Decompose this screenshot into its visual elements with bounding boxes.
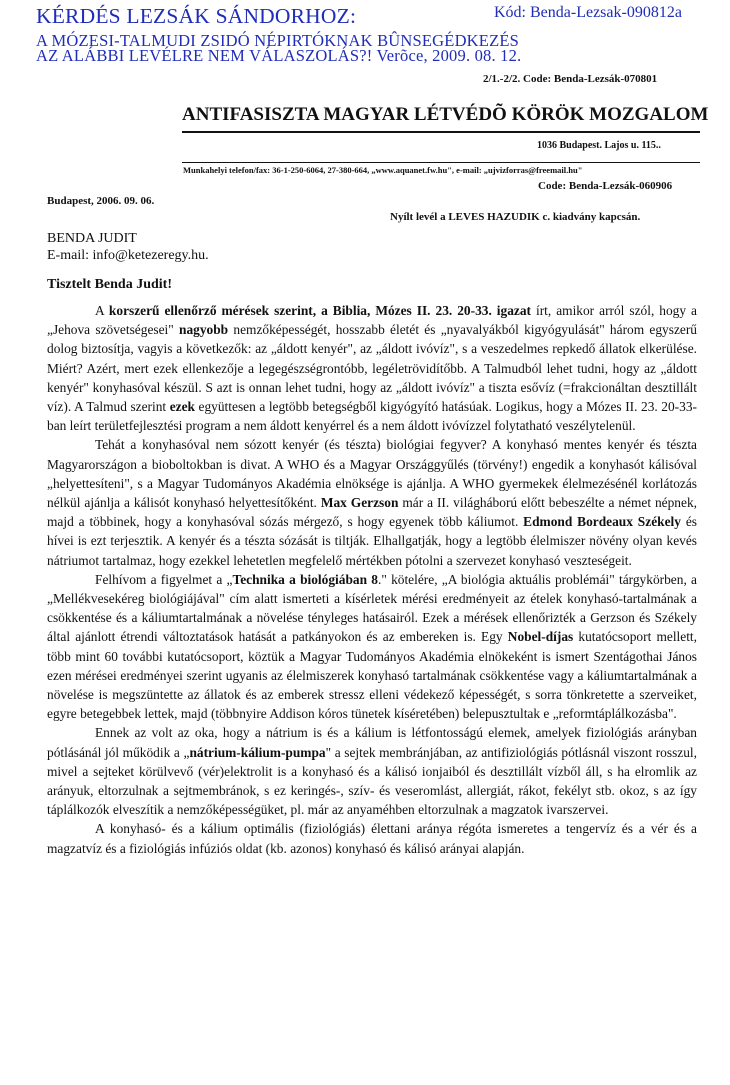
- header-divider: [182, 131, 700, 133]
- organization-name: ANTIFASISZTA MAGYAR LÉTVÉDÕ KÖRÖK MOZGALOM: [182, 104, 709, 125]
- letter-code: Code: Benda-Lezsák-060906: [538, 180, 673, 192]
- letter-body: [47, 301, 697, 858]
- open-letter-note: Nyílt levél a LEVES HAZUDIK c. kiadvány kapcsán.: [390, 211, 641, 223]
- contact-line: Munkahelyi telefon/fax: 36-1-250-6064, 27-380-664, „www.aquanet.fw.hu", e-mail: „ujvizforras@freemail.hu": [183, 165, 583, 175]
- paragraph-text: Felhívom a figyelmet a „: [95, 571, 233, 587]
- contact-divider: [182, 162, 700, 163]
- subtitle-line-2: AZ ALÁBBI LEVÉLRE NEM VÁLASZOLÁS?! Verõce, 2009. 08. 12.: [36, 46, 522, 65]
- emphasis-text: Nobel-díjas: [507, 629, 574, 645]
- paragraph-text: kutatócsoport mellett, több mint 60 további kutatócsoport, köztük a Magyar Tudományos Akadémia elnökeként is ismert Szentágothai János ezen mérései eredményei szerint ugyanis az élelmiszerek konyhasó tartalmának csökkentése vagy a káliumtartalmának a növelése is megszüntette az állatok és az emberek stressz elleni védekező képességét, s sorra tönkretette a szerveiket, egyre betegebbek lettek, majd (többnyire Addison kóros tünetek kíséretében) belepusztultak e „reformtáplálkozásba".: [47, 629, 697, 722]
- recipient-name: BENDA JUDIT: [47, 231, 137, 246]
- emphasis-text: nátrium-kálium-pumpa: [189, 744, 326, 760]
- paragraph-text: " a sejtek membránjában, az antifiziológiás pótlásnál viszont rosszul, mivel a sejteket körülvevő (vér)elektrolit is a konyhasó és a kálisó ionjaiból és desztillált vízből áll, s ha elromlik az arányuk, eltorzulnak a sejtmembránok, s ez keringés-, szív- és veseromlást, allergiát, rákot, fekélyt stb. okoz, s az így táplálkozók elveszítik a nemzőképességüket, pl. már az anyaméhben eltorzulnak a magzatok ivarszervei.: [47, 744, 697, 818]
- headline-subtitle: [36, 33, 521, 63]
- organization-address: 1036 Budapest. Lajos u. 115..: [537, 140, 661, 151]
- recipient-email: E-mail: info@ketezeregy.hu.: [47, 248, 209, 263]
- body-paragraph: [47, 819, 697, 857]
- paragraph-text: együttesen a legtöbb betegségből kigyógyító hatásúak. Logikus, hogy a Mózes II. 23. 20-33-ban leírt területfejlesztési program a nem áldott kenyérrel és a nem áldott ivóvízzel folytatható veszélytelenül.: [47, 399, 697, 434]
- letter-date: Budapest, 2006. 09. 06.: [47, 195, 155, 207]
- paragraph-text: A konyhasó- és a kálium optimális (fiziológiás) élettani aránya régóta ismeretes a tengervíz és a vér és a magzatvíz és a fiziológiás infúziós oldat (kb. azonos) konyhasó és kálisó arányai alapján.: [47, 821, 697, 856]
- body-paragraph: [47, 723, 697, 819]
- paragraph-text: már a II. világháború előtt bebeszélte a német népnek, majd a többinek, hogy a konyhasóval sózás mérgező, s hogy egyenek több káliumot.: [47, 495, 697, 530]
- paragraph-text: nemzőképességét, hosszabb életét és „nyavalyákból kigyógyulását" három egyszerű dolog biztosítja, vagyis a következők: az „áldott kenyér", az „áldott ivóvíz", s a veszedelmes repkedő állatok elkerülése. Miért? Azért, mert ezek ellenkezője a legegészségrontóbb, legéletrövidítőbb. A Talmudból lehet tudni, hogy az „áldott kenyér" konyhasóval készül. S azt is onnan lehet tudni, hogy az „áldott ivóvíz" a tiszta esővíz (=frakcionáltan desztillált víz). A Talmud szerint: [47, 322, 697, 415]
- document-code: Kód: Benda-Lezsak-090812a: [494, 4, 682, 21]
- headline-title: KÉRDÉS LEZSÁK SÁNDORHOZ:: [36, 4, 357, 28]
- emphasis-text: ezek: [169, 399, 195, 415]
- paragraph-text: írt, amikor arról szól, hogy a „Jehova szövetségesei": [47, 303, 697, 338]
- paragraph-text: ." kötelére, „A biológia aktuális problémái" tárgykörben, a „Mellékvesekéreg biológiájával" cím alatt ismerteti a kísérletek mérési eredményeit az ételek konyhasó-tartalmának a csökkentése és a káliumtartalmának a növelése tényleges hatásairól. Ezek a mérések ellenőrizték a Gerzson és Székely által ajánlott étrendi változtatások hatását a patkányokon és az embereken is. Egy: [47, 571, 697, 645]
- body-paragraph: [47, 435, 697, 569]
- paragraph-text: A: [95, 303, 109, 318]
- paragraph-text: Tehát a konyhasóval nem sózott kenyér (és tészta) biológiai fegyver? A konyhasó mentes kenyér és tészta Magyarországon a bioboltokban is divat. A WHO és a Magyar Országgyűlés (törvény!) engedik a konyhasót kálisóval „helyettesíteni", s a Magyar Tudományos Akadémia elnöksége is ajánlja. A WHO gyermekek élelmezésénél korlátozás nélkül ajánlja a kálisót konyhasó helyettesítőként.: [47, 437, 697, 511]
- body-paragraph: [47, 301, 697, 435]
- emphasis-text: Edmond Bordeaux Székely: [523, 514, 681, 530]
- emphasis-text: nagyobb: [179, 322, 229, 338]
- body-paragraph: [47, 570, 697, 724]
- paragraph-text: Ennek az volt az oka, hogy a nátrium is és a kálium is létfontosságú elemek, amelyek fiziológiás arányban pótlásánál jól működik a „: [47, 725, 697, 760]
- paragraph-text: és hívei is ezt terjesztik. A kenyér és a tészta sózását is tiltják. Elhallgatják, hogy a legtöbb élelmiszer növény olyan kevés nátriumot tartalmaz, hogy ezekkel lehetetlen megfelelő mértékben pótolni a szervezet konyhasó veszteségeit.: [47, 514, 697, 568]
- emphasis-text: Technika a biológiában 8: [232, 571, 378, 587]
- page-code: 2/1.-2/2. Code: Benda-Lezsák-070801: [483, 73, 658, 85]
- greeting: Tisztelt Benda Judit!: [47, 277, 172, 292]
- emphasis-text: korszerű ellenőrző mérések szerint, a Biblia, Mózes II. 23. 20-33. igazat: [108, 303, 531, 318]
- emphasis-text: Max Gerzson: [320, 495, 399, 511]
- subtitle-line-1: A MÓZESI-TALMUDI ZSIDÓ NÉPIRTÓKNAK BÛNSEGÉDKEZÉS: [36, 31, 520, 50]
